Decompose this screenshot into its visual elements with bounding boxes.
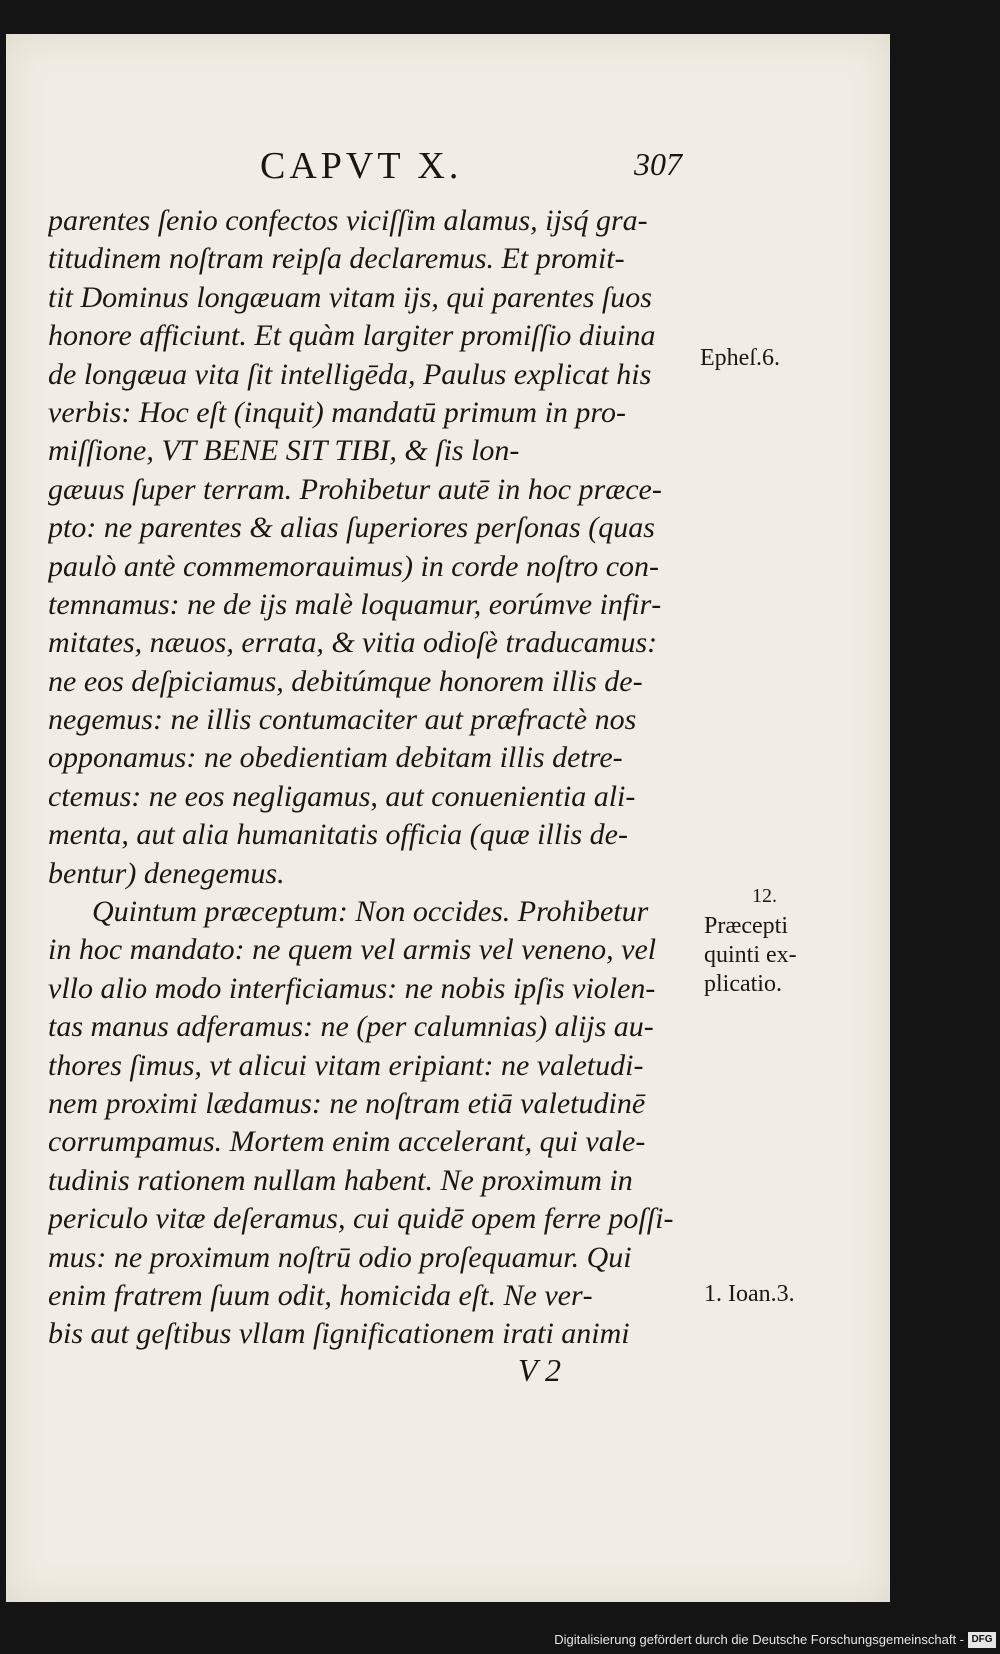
margin-note-ioan: 1. Ioan.3. xyxy=(704,1281,795,1307)
chapter-title: CAPVT X. xyxy=(260,145,463,187)
text-line: gæuus ſuper terram. Prohibetur autē in hoc præce‑ xyxy=(48,472,662,506)
margin-note-precept-2: quinti ex‑ xyxy=(704,942,797,968)
text-line: de longæua vita ſit intelligēda, Paulus explicat his xyxy=(48,357,652,391)
text-line: tudinis rationem nullam habent. Ne proximum in xyxy=(48,1163,633,1197)
digitization-credit: Digitalisierung gefördert durch die Deutsche Forschungsgemeinschaft - xyxy=(554,1632,964,1647)
margin-note-precept-3: plicatio. xyxy=(704,971,782,997)
body-text xyxy=(48,202,698,1354)
text-line: bis aut geſtibus vllam ſignificationem irati animi xyxy=(48,1317,630,1351)
text-line: negemus: ne illis contumaciter aut præfractè nos xyxy=(48,703,637,737)
text-line: honore afficiunt. Et quàm largiter promiſſio diuina xyxy=(48,319,656,353)
text-line: titudinem noſtram reipſa declaremus. Et promit‑ xyxy=(48,242,625,276)
catchword: V 2 xyxy=(518,1352,561,1388)
text-line: periculo vitæ deſeramus, cui quidē opem ferre poſſi‑ xyxy=(48,1202,674,1236)
book-page xyxy=(6,34,890,1602)
text-line: pto: ne parentes & alias ſuperiores perſonas (quas xyxy=(48,511,655,545)
text-line: bentur) denegemus. xyxy=(48,856,285,890)
text-line: verbis: Hoc eſt (inquit) mandatū primum in pro‑ xyxy=(48,395,626,429)
text-line: enim fratrem ſuum odit, homicida eſt. Ne ver‑ xyxy=(48,1278,593,1312)
text-line: temnamus: ne de ijs malè loquamur, eorúmve infir‑ xyxy=(48,587,662,621)
text-line: corrumpamus. Mortem enim accelerant, qui vale‑ xyxy=(48,1125,646,1159)
margin-note-number: 12. xyxy=(752,885,777,907)
margin-note-ephes: Epheſ.6. xyxy=(700,345,780,371)
page-number: 307 xyxy=(634,146,682,182)
text-line: miſſione, VT BENE SIT TIBI, & ſis lon‑ xyxy=(48,434,520,468)
margin-note-precept-1: Præcepti xyxy=(704,913,788,939)
text-line: ne eos deſpiciamus, debitúmque honorem illis de‑ xyxy=(48,664,643,698)
text-line: nem proximi lædamus: ne noſtram etiā valetudinē xyxy=(48,1086,646,1120)
footer-bar xyxy=(0,1624,1000,1654)
text-line: mus: ne proximum noſtrū odio proſequamur. Qui xyxy=(48,1240,632,1274)
text-line: in hoc mandato: ne quem vel armis vel veneno, vel xyxy=(48,933,657,967)
text-line: opponamus: ne obedientiam debitam illis detre‑ xyxy=(48,741,623,775)
text-line: parentes ſenio confectos viciſſim alamus, ijsq́ gra‑ xyxy=(48,204,648,237)
text-line: vllo alio modo interficiamus: ne nobis ipſis violen‑ xyxy=(48,971,656,1005)
running-header xyxy=(6,144,890,194)
text-line: mitates, næuos, errata, & vitia odioſè traducamus: xyxy=(48,626,658,660)
dfg-logo: DFG xyxy=(968,1632,996,1648)
text-line: Quintum præceptum: Non occides. Prohibetur xyxy=(92,895,649,929)
text-line: ctemus: ne eos negligamus, aut conuenientia ali‑ xyxy=(48,779,636,813)
text-line: paulò antè commemorauimus) in corde noſtro con‑ xyxy=(48,549,660,583)
text-line: thores ſimus, vt alicui vitam eripiant: ne valetudi‑ xyxy=(48,1048,644,1082)
text-line: tit Dominus longæuam vitam ijs, qui parentes ſuos xyxy=(48,280,652,314)
text-line: menta, aut alia humanitatis officia (quæ illis de‑ xyxy=(48,818,628,852)
text-line: tas manus adferamus: ne (per calumnias) alijs au‑ xyxy=(48,1010,654,1044)
